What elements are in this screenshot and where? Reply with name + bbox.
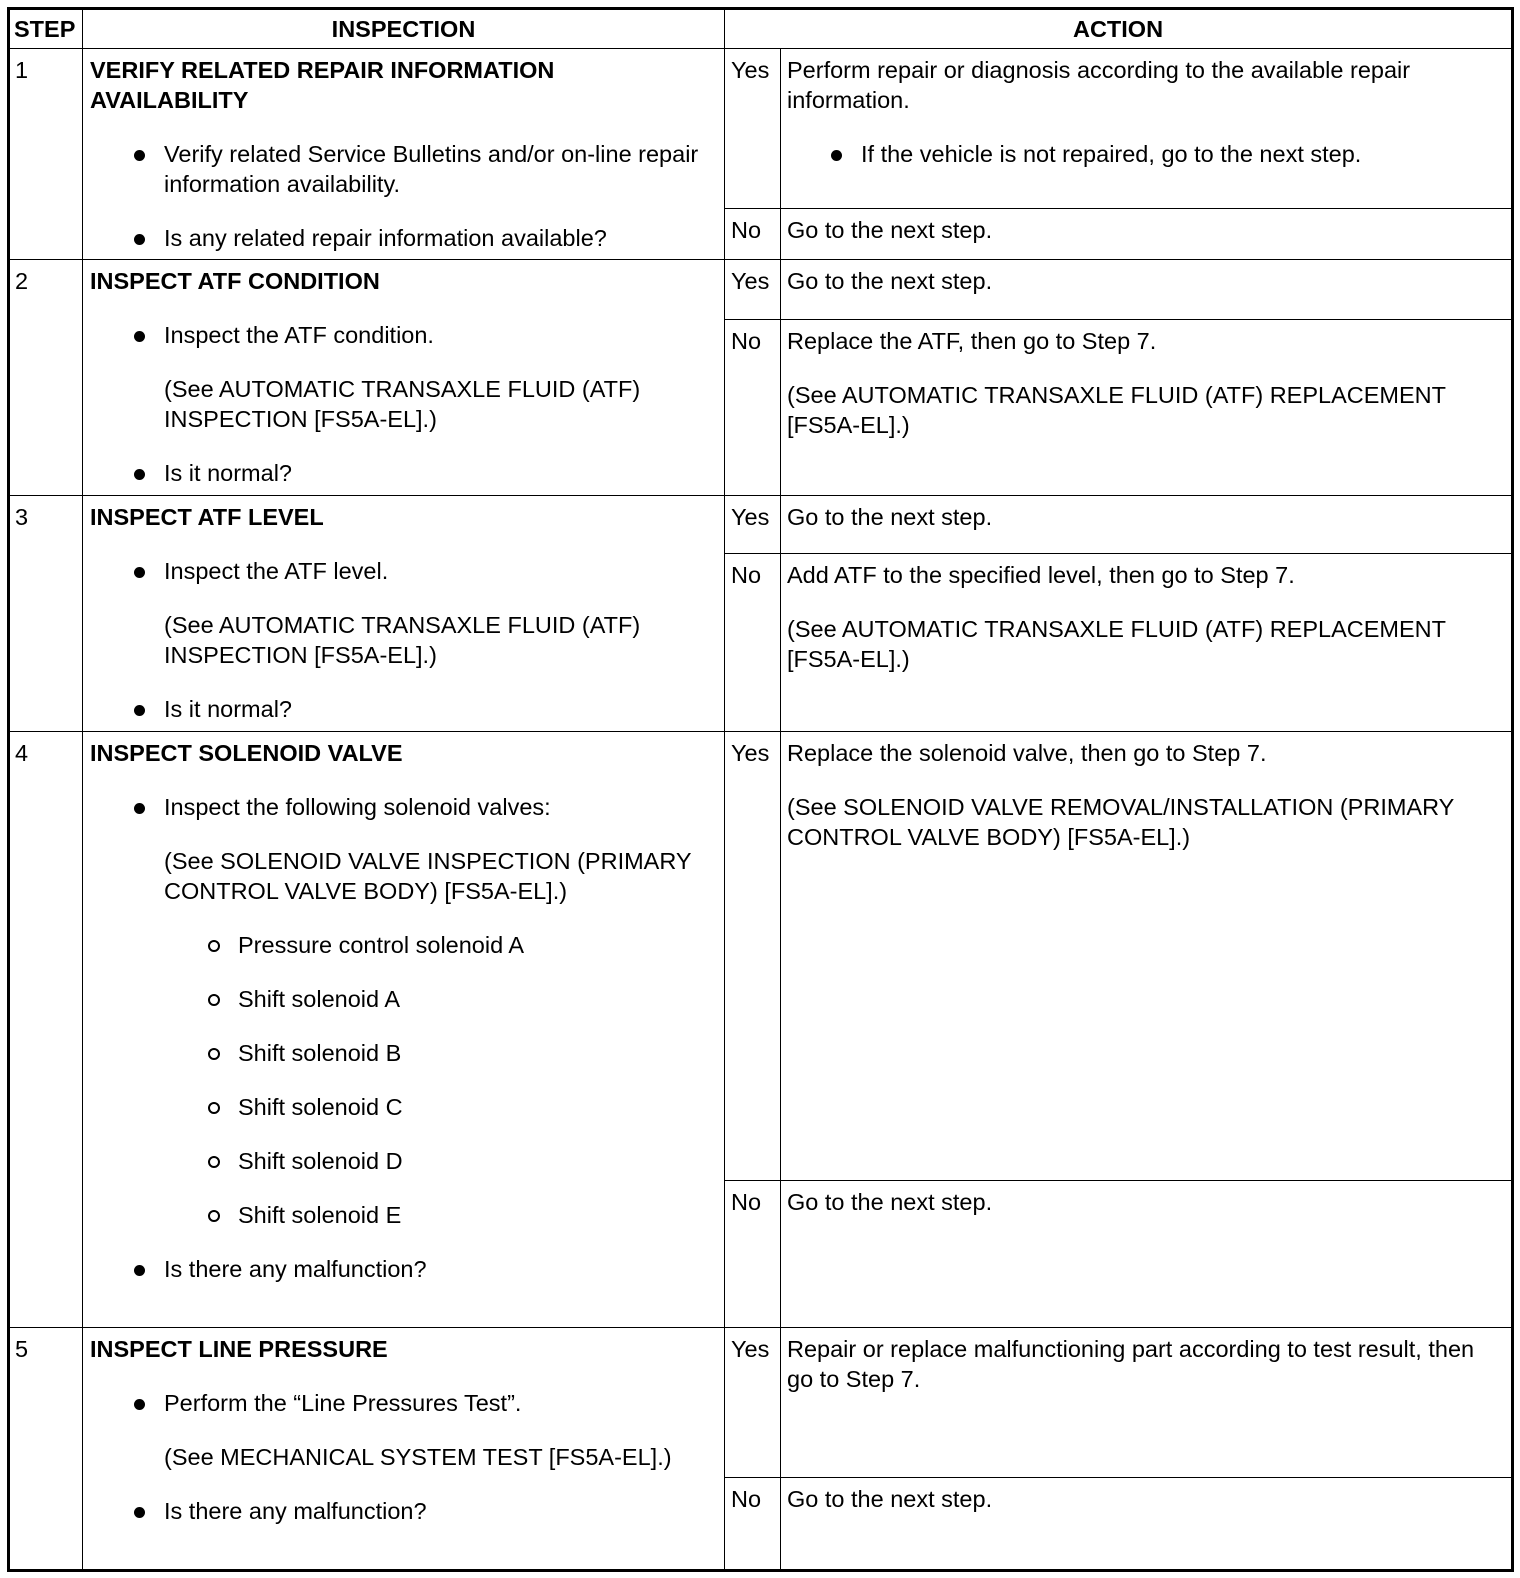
bullet-question: Is any related repair information available? bbox=[90, 223, 716, 253]
step-2-row bbox=[9, 260, 1513, 320]
solenoid-list-item: Shift solenoid D bbox=[90, 1146, 716, 1176]
yes-action: Go to the next step. bbox=[781, 260, 1513, 320]
step-2-inspection bbox=[83, 260, 725, 496]
step-number: 2 bbox=[9, 260, 83, 496]
bullet-question: Is there any malfunction? bbox=[90, 1254, 716, 1284]
no-label: No bbox=[725, 1181, 781, 1328]
inspection-header: INSPECTION bbox=[83, 9, 725, 49]
step-title: VERIFY RELATED REPAIR INFORMATION AVAILABILITY bbox=[90, 57, 555, 113]
step-3-inspection bbox=[83, 496, 725, 732]
reference-text: (See AUTOMATIC TRANSAXLE FLUID (ATF) INSPECTION [FS5A-EL].) bbox=[164, 612, 641, 668]
step-title: INSPECT SOLENOID VALVE bbox=[90, 740, 403, 766]
no-action bbox=[781, 554, 1513, 732]
no-label: No bbox=[725, 320, 781, 496]
step-1-inspection bbox=[83, 49, 725, 260]
yes-label: Yes bbox=[725, 1328, 781, 1478]
yes-action bbox=[781, 732, 1513, 1181]
bullet-item: Inspect the following solenoid valves: bbox=[90, 792, 716, 822]
solenoid-list-item: Shift solenoid A bbox=[90, 984, 716, 1014]
step-number: 5 bbox=[9, 1328, 83, 1571]
step-number: 3 bbox=[9, 496, 83, 732]
yes-label: Yes bbox=[725, 496, 781, 554]
action-reference: (See SOLENOID VALVE REMOVAL/INSTALLATION (PRIMARY CONTROL VALVE BODY) [FS5A-EL].) bbox=[787, 794, 1454, 850]
bullet-item: Verify related Service Bulletins and/or on-line repair information availability. bbox=[90, 139, 716, 199]
action-text: Add ATF to the specified level, then go to Step 7. bbox=[787, 562, 1295, 588]
bullet-item: Inspect the ATF condition. bbox=[90, 320, 716, 350]
step-number: 1 bbox=[9, 49, 83, 260]
solenoid-list-item: Shift solenoid E bbox=[90, 1200, 716, 1230]
step-title: INSPECT ATF CONDITION bbox=[90, 268, 380, 294]
action-header: ACTION bbox=[725, 9, 1513, 49]
no-label: No bbox=[725, 209, 781, 260]
action-reference: (See AUTOMATIC TRANSAXLE FLUID (ATF) REPLACEMENT [FS5A-EL].) bbox=[787, 382, 1446, 438]
reference-text: (See SOLENOID VALVE INSPECTION (PRIMARY CONTROL VALVE BODY) [FS5A-EL].) bbox=[164, 848, 692, 904]
no-action: Go to the next step. bbox=[781, 209, 1513, 260]
no-label: No bbox=[725, 1478, 781, 1571]
bullet-item: Perform the “Line Pressures Test”. bbox=[90, 1388, 716, 1418]
header-row bbox=[9, 9, 1513, 49]
action-text: Replace the ATF, then go to Step 7. bbox=[787, 328, 1157, 354]
solenoid-list-item: Shift solenoid C bbox=[90, 1092, 716, 1122]
yes-action: Repair or replace malfunctioning part according to test result, then go to Step 7. bbox=[781, 1328, 1513, 1478]
yes-label: Yes bbox=[725, 732, 781, 1181]
action-text: Perform repair or diagnosis according to the available repair information. bbox=[787, 57, 1411, 113]
step-4-inspection bbox=[83, 732, 725, 1328]
yes-label: Yes bbox=[725, 260, 781, 320]
bullet-item: Inspect the ATF level. bbox=[90, 556, 716, 586]
diagnostic-procedure-table bbox=[7, 7, 1514, 1572]
solenoid-list-item: Shift solenoid B bbox=[90, 1038, 716, 1068]
step-title: INSPECT ATF LEVEL bbox=[90, 504, 324, 530]
step-1-row bbox=[9, 49, 1513, 209]
bullet-question: Is there any malfunction? bbox=[90, 1496, 716, 1526]
no-label: No bbox=[725, 554, 781, 732]
solenoid-list-item: Pressure control solenoid A bbox=[90, 930, 716, 960]
bullet-question: Is it normal? bbox=[90, 458, 716, 488]
step-header: STEP bbox=[9, 9, 83, 49]
reference-text: (See AUTOMATIC TRANSAXLE FLUID (ATF) INSPECTION [FS5A-EL].) bbox=[164, 376, 641, 432]
no-action: Go to the next step. bbox=[781, 1478, 1513, 1571]
yes-label: Yes bbox=[725, 49, 781, 209]
action-reference: (See AUTOMATIC TRANSAXLE FLUID (ATF) REPLACEMENT [FS5A-EL].) bbox=[787, 616, 1446, 672]
yes-action: Go to the next step. bbox=[781, 496, 1513, 554]
step-number: 4 bbox=[9, 732, 83, 1328]
yes-action bbox=[781, 49, 1513, 209]
action-bullet: If the vehicle is not repaired, go to the next step. bbox=[787, 139, 1505, 169]
no-action bbox=[781, 320, 1513, 496]
no-action: Go to the next step. bbox=[781, 1181, 1513, 1328]
reference-text: (See MECHANICAL SYSTEM TEST [FS5A-EL].) bbox=[164, 1444, 672, 1470]
step-5-row bbox=[9, 1328, 1513, 1478]
bullet-question: Is it normal? bbox=[90, 694, 716, 724]
step-3-row bbox=[9, 496, 1513, 554]
step-5-inspection bbox=[83, 1328, 725, 1571]
step-4-row bbox=[9, 732, 1513, 1181]
action-text: Replace the solenoid valve, then go to Step 7. bbox=[787, 740, 1267, 766]
step-title: INSPECT LINE PRESSURE bbox=[90, 1336, 388, 1362]
